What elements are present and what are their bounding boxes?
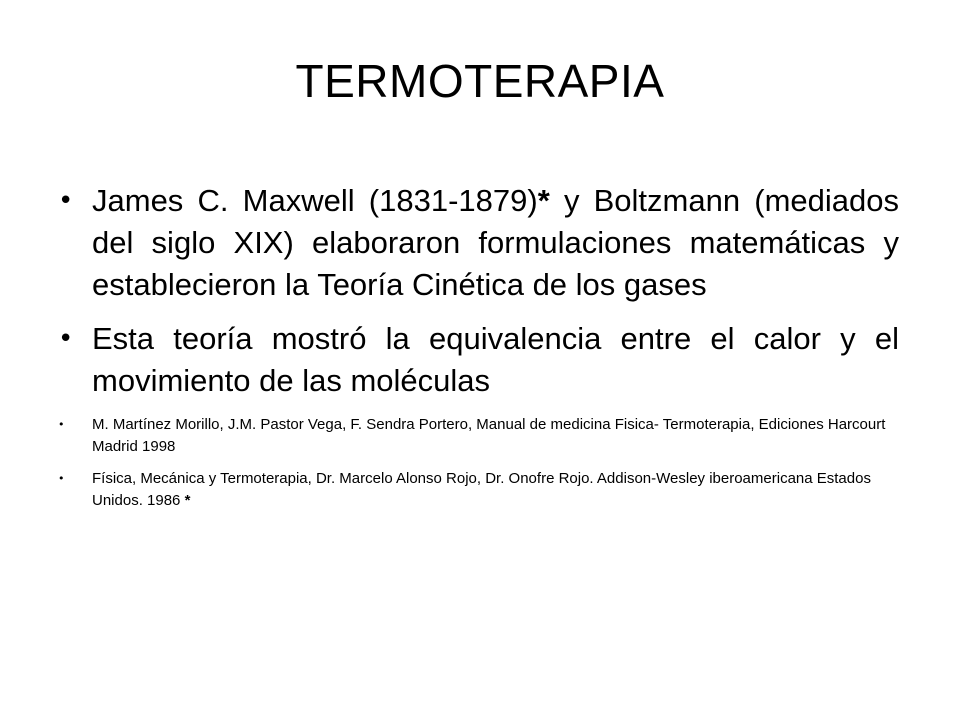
slide-title: TERMOTERAPIA <box>295 55 665 107</box>
footnote-star: * <box>184 492 191 509</box>
bullet-text: y Boltzmann (mediados del siglo XIX) elaboraron formulaciones matemáticas y establecieron la Teoría Cinética de los gases <box>92 183 899 302</box>
reference-item-alonso <box>58 468 899 512</box>
slide-content <box>58 180 899 522</box>
bullet-text: Esta teoría mostró la equivalencia entre el calor y el movimiento de las moléculas <box>92 321 899 398</box>
reference-text: Física, Mecánica y Termoterapia, Dr. Marcelo Alonso Rojo, Dr. Onofre Rojo. Addison-Wesley iberoamericana Estados Unidos. 1986 <box>92 470 871 509</box>
bullet-item-equivalence <box>58 318 899 402</box>
reference-item-martinez <box>58 414 899 458</box>
bullet-item-maxwell <box>58 180 899 306</box>
reference-text: M. Martínez Morillo, J.M. Pastor Vega, F. Sendra Portero, Manual de medicina Fisica- Termoterapia, Ediciones Harcourt Madrid 1998 <box>92 416 886 455</box>
bullet-icon: • <box>58 324 74 354</box>
bullet-icon: • <box>58 472 65 485</box>
bullet-icon: • <box>58 418 65 431</box>
footnote-star: * <box>537 183 550 218</box>
bullet-icon: • <box>58 186 74 216</box>
bullet-text: James C. Maxwell (1831-1879) <box>92 183 538 218</box>
